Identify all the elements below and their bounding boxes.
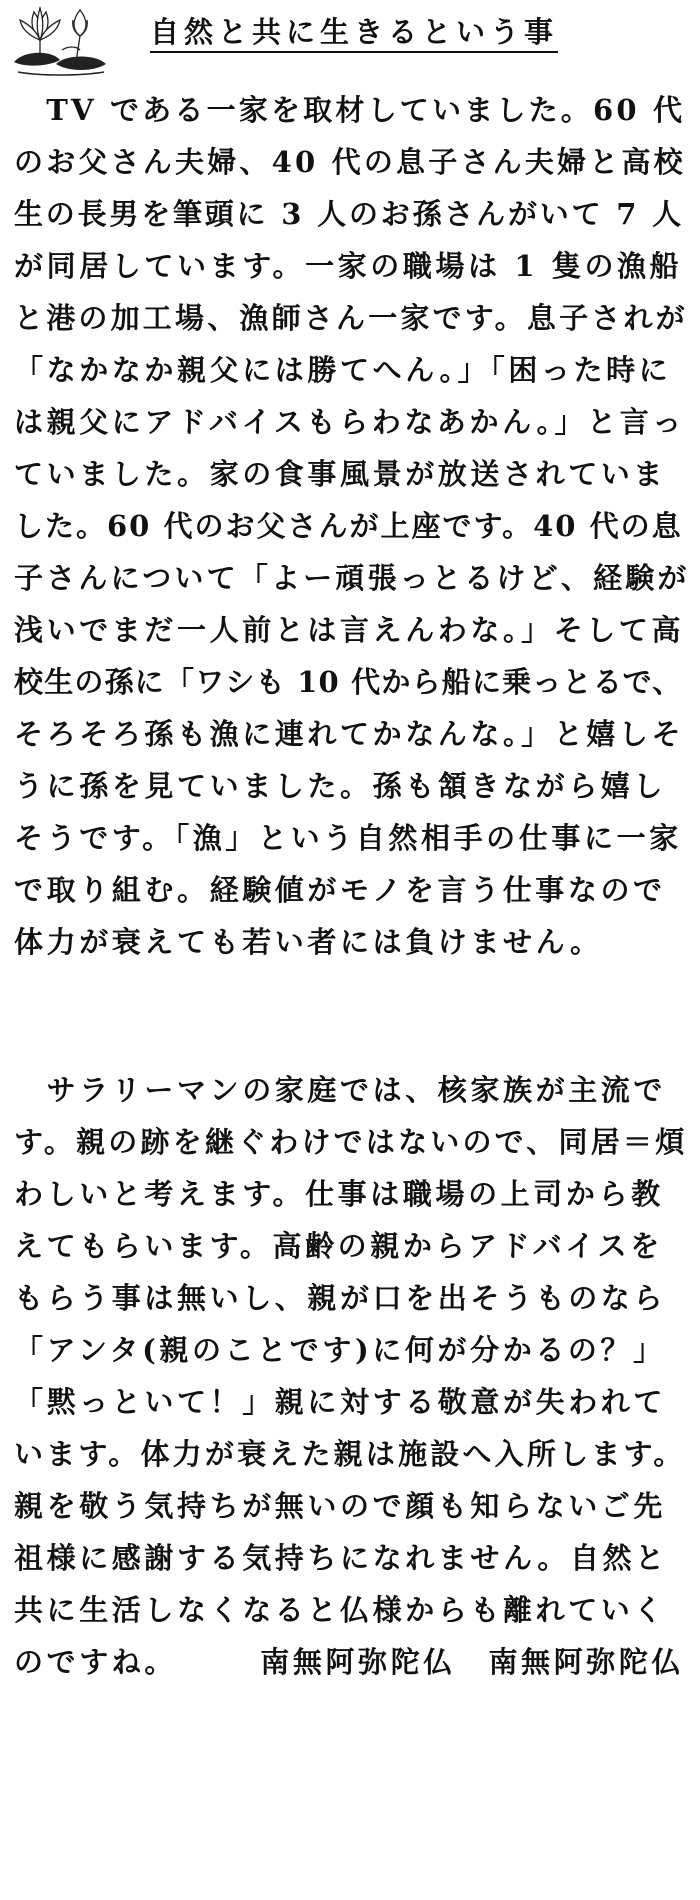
text-line: した。60 代のお父さんが上座です。40 代の息 <box>14 509 683 543</box>
text-line: そろそろ孫も漁に連れてかなんな。」と嬉しそ <box>14 717 685 751</box>
text-line: 浅いでまだ一人前とは言えんわな。」そして高 <box>14 613 685 647</box>
text-line: のですね。 南無阿弥陀仏 南無阿弥陀仏 <box>14 1645 685 1679</box>
text-line: 「なかなか親父には勝てへん。」「困った時に <box>14 353 672 387</box>
text-line: サラリーマンの家庭では、核家族が主流で <box>14 1073 667 1107</box>
header <box>0 0 700 80</box>
text-line: 体力が衰えても若い者には負けません。 <box>14 925 603 959</box>
text-line: もらう事は無いし、親が口を出そうものなら <box>14 1281 667 1315</box>
text-line: と港の加工場、漁師さん一家です。息子されが <box>14 301 688 335</box>
lotus-icon <box>10 6 110 78</box>
text-line: TV である一家を取材していました。60 代 <box>14 93 686 127</box>
text-line: が同居しています。一家の職場は 1 隻の漁船 <box>14 249 683 283</box>
paragraph-gap <box>14 968 690 1064</box>
text-line: 子さんについて「よー頑張っとるけど、経験が <box>14 561 690 595</box>
text-line: 「黙っといて！」親に対する敬意が失われて <box>14 1385 667 1419</box>
text-line: 親を敬う気持ちが無いので顔も知らないご先 <box>14 1489 667 1523</box>
text-line: 校生の孫に「ワシも 10 代から船に乗っとるで、 <box>14 665 683 699</box>
text-line: す。親の跡を継ぐわけではないので、同居＝煩 <box>14 1125 688 1159</box>
text-line: 祖様に感謝する気持ちになれません。自然と <box>14 1541 668 1575</box>
page-title: 自然と共に生きるという事 <box>150 14 558 53</box>
text-line: うに孫を見ていました。孫も頷きながら嬉し <box>14 769 667 803</box>
text-line: わしいと考えます。仕事は職場の上司から教 <box>14 1177 664 1211</box>
paragraph-2 <box>14 1064 690 1688</box>
text-line: えてもらいます。高齢の親からアドバイスを <box>14 1229 663 1263</box>
text-line: そうです。「漁」という自然相手の仕事に一家 <box>14 821 682 855</box>
text-line: 「アンタ(親のことです)に何が分かるの？」 <box>14 1333 666 1367</box>
text-line: のお父さん夫婦、40 代の息子さん夫婦と高校 <box>14 145 686 179</box>
text-line: で取り組む。経験値がモノを言う仕事なので <box>14 873 666 907</box>
paragraph-1 <box>14 84 690 968</box>
text-line: います。体力が衰えた親は施設へ入所します。 <box>14 1437 686 1471</box>
text-line: ていました。家の食事風景が放送されていま <box>14 457 667 491</box>
text-line: は親父にアドバイスもらわなあかん。」と言っ <box>14 405 685 439</box>
text-line: 生の長男を筆頭に 3 人のお孫さんがいて 7 人 <box>14 197 684 231</box>
text-line: 共に生活しなくなると仏様からも離れていく <box>14 1593 667 1627</box>
body-text <box>14 84 690 1688</box>
